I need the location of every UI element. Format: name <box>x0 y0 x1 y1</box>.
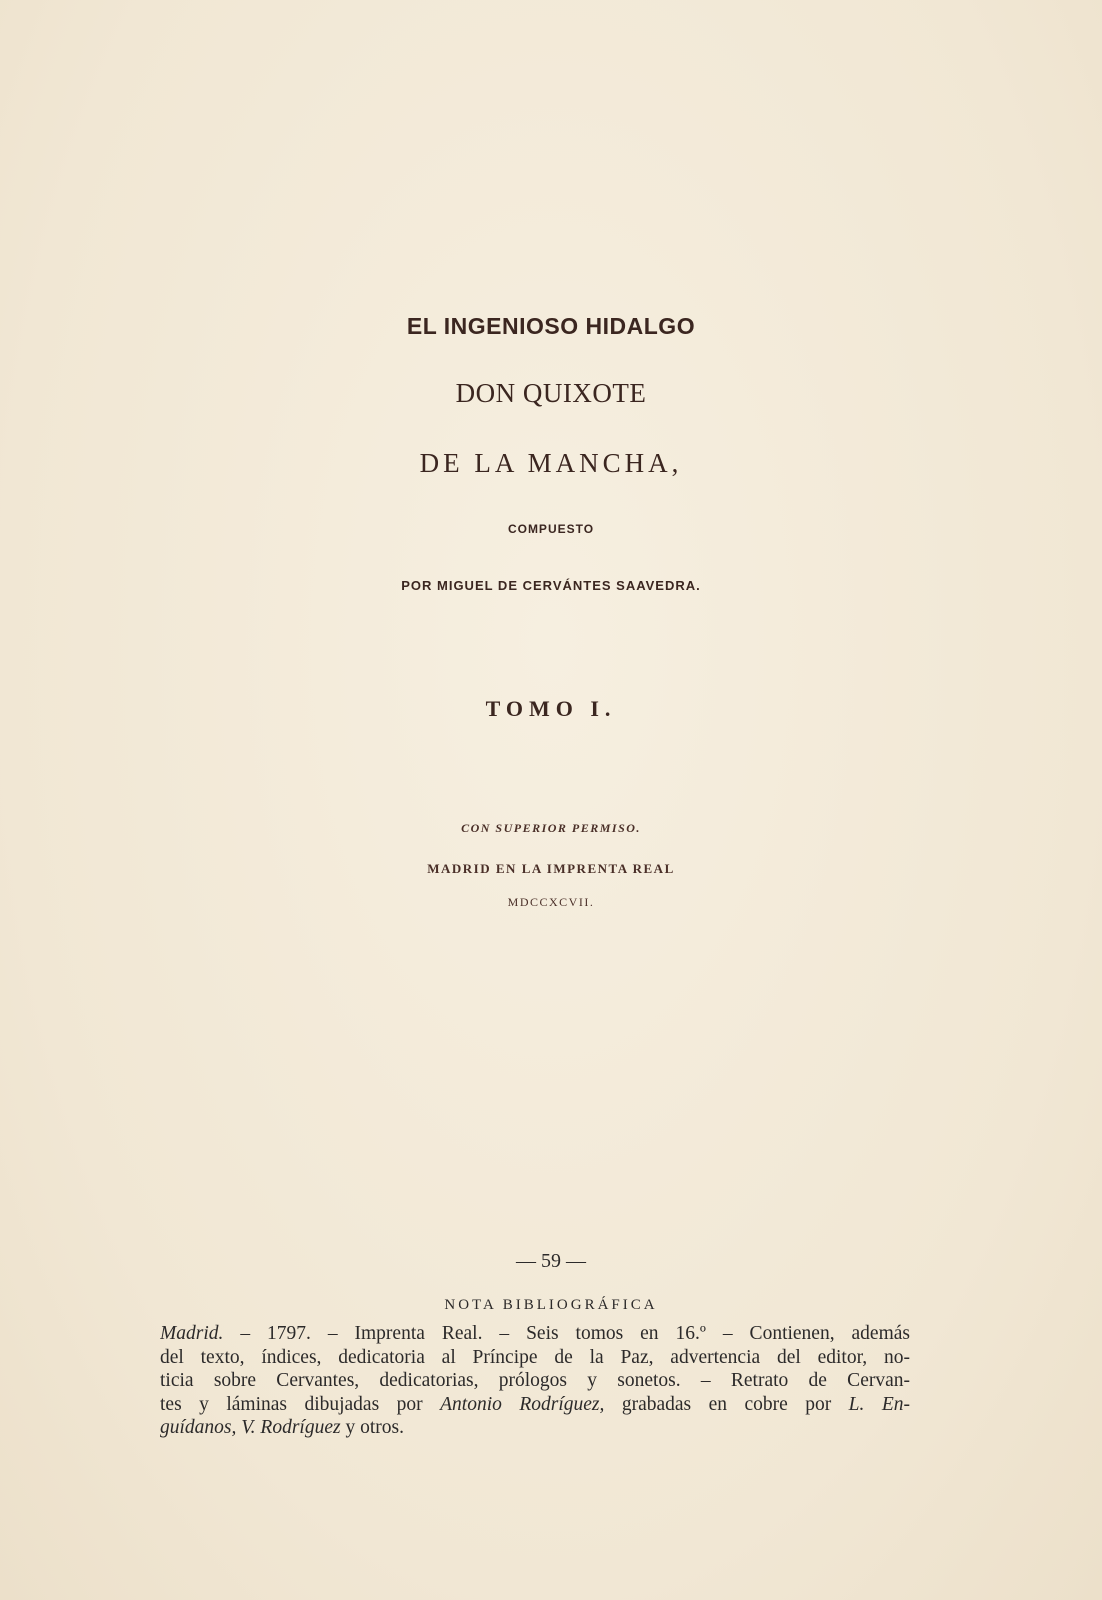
volume-label: TOMO I. <box>485 696 617 721</box>
title-line-3: DE LA MANCHA, <box>419 448 683 478</box>
nota-line <box>160 1322 910 1346</box>
nota-place: Madrid. <box>160 1323 224 1344</box>
nota-text: tes y láminas dibujadas por <box>160 1393 441 1415</box>
nota-text: grabadas en cobre por <box>604 1393 849 1415</box>
nota-text: – 1797. – Imprenta Real. – Seis tomos en 16.º – Contienen, además <box>223 1323 910 1344</box>
nota-name: L. En- <box>848 1393 910 1415</box>
imprint-year: MDCCXCVII. <box>507 895 595 909</box>
nota-line <box>160 1346 910 1370</box>
nota-name: Antonio Rodríguez, <box>440 1393 605 1415</box>
author-line: POR MIGUEL DE CERVÁNTES SAAVEDRA. <box>401 578 701 593</box>
nota-line <box>160 1416 910 1440</box>
nota-line <box>160 1393 910 1417</box>
page-number: — 59 — <box>516 1250 586 1272</box>
compuesto-label: COMPUESTO <box>507 522 595 536</box>
nota-text: y otros. <box>340 1417 404 1438</box>
title-line-1: EL INGENIOSO HIDALGO <box>406 313 696 339</box>
nota-text: del texto, índices, dedicatoria al Príncipe de la Paz, advertencia del editor, no- <box>160 1346 910 1368</box>
imprint-line: MADRID EN LA IMPRENTA REAL <box>427 861 675 876</box>
nota-text: ticia sobre Cervantes, dedicatorias, prólogos y sonetos. – Retrato de Cervan- <box>160 1370 910 1391</box>
nota-heading: NOTA BIBLIOGRÁFICA <box>444 1297 658 1313</box>
nota-body <box>160 1322 910 1440</box>
title-line-2: DON QUIXOTE <box>455 378 647 408</box>
permission-line: CON SUPERIOR PERMISO. <box>461 821 641 835</box>
nota-name: guídanos, V. Rodríguez <box>160 1417 341 1438</box>
nota-line <box>160 1369 910 1393</box>
